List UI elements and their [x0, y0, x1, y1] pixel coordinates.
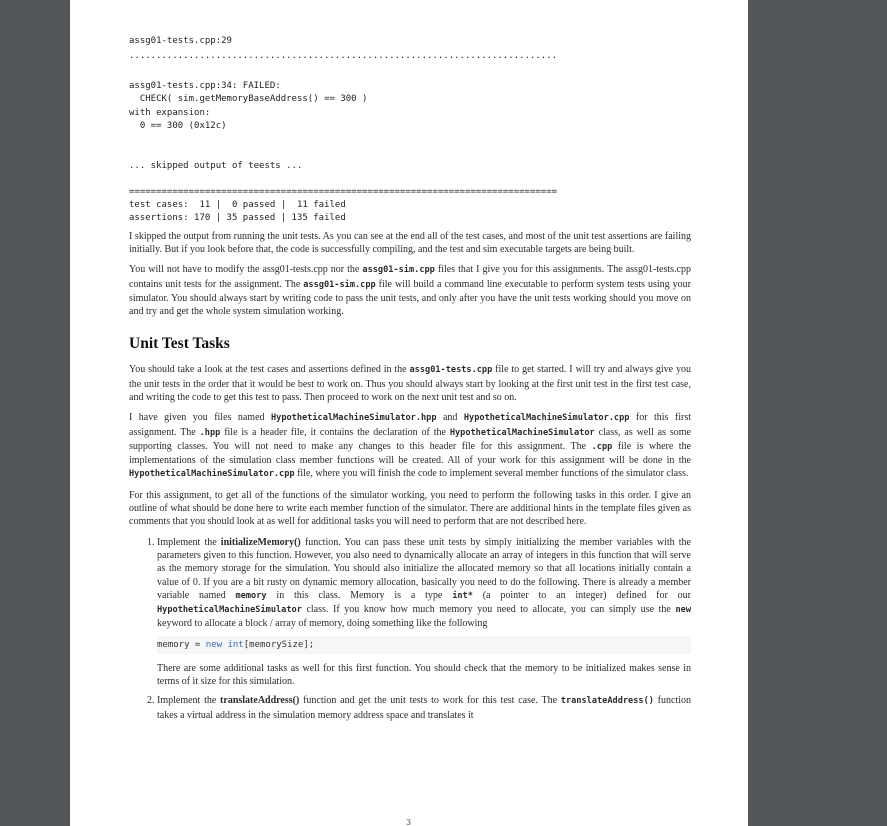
document-page	[70, 0, 748, 826]
task-initialize-memory: 1. Implement the initializeMemory() function. You can pass these unit tests by simply initializing the member variables with the parameters given to this function. However, you also need to dynamically allocate an array of integers in this function that will serve as the memory storage for the simulation. You should also initialize the allocated memory so that all locations initially contain a value of 0. If you are a bit rusty on dynamic memory allocation, basically you need to do the following. There is already a member variable named memory in this class. Memory is a type int* (a pointer to an integer) defined for our HypotheticalMachineSimulator class. If you know how much memory you need to allocate, you can simply use the new keyword to allocate a block / array of memory, doing something like the following memory = new int[memorySize]; There are some additional tasks as well for this first function. You should check that the memory to be initialized makes sense in terms of it size for this simulation.	[157, 536, 691, 689]
page-content	[129, 35, 691, 728]
paragraph-task-order: For this assignment, to get all of the functions of the simulator working, you need to perform the following tasks in this order. I give an outline of what should be done here to write each member function of the simulator. There are additional hints in the template files given as comments that you should look at as well for additional tasks you will need to perform that are not described here.	[129, 489, 691, 528]
terminal-with-expansion: with expansion:	[129, 107, 211, 118]
task-initialize-memory-note: There are some additional tasks as well for this first function. You should check that the memory to be initialized makes sense in terms of it size for this simulation.	[157, 662, 691, 688]
task-list	[129, 536, 691, 722]
terminal-test-cases: test cases: 11 | 0 passed | 11 failed	[129, 200, 346, 211]
terminal-check-line: CHECK( sim.getMemoryBaseAddress() == 300 )	[129, 94, 368, 105]
section-title: Unit Test Tasks	[129, 335, 230, 353]
terminal-separator: ===============================================================================	[129, 187, 558, 198]
code-snippet-memory-alloc: memory = new int[memorySize];	[157, 636, 691, 654]
page-number: 3	[406, 818, 412, 826]
terminal-expansion-value: 0 == 300 (0x12c)	[129, 120, 227, 131]
terminal-dots: ...............................................................................	[129, 51, 558, 62]
terminal-assertions: assertions: 170 | 35 passed | 135 failed	[129, 213, 346, 224]
paragraph-skipped-output: I skipped the output from running the unit tests. As you can see at the end all of the test cases, and most of the unit test assertions are failing initially. But if you look before that, the code is successfully compiling, and the test and sim executable targets are being built.	[129, 230, 691, 255]
terminal-line-file: assg01-tests.cpp:29	[129, 36, 232, 46]
task-translate-address: 2. Implement the translateAddress() function and get the unit tests to work for this test case. The translateAddress() function takes a virtual address in the simulation memory address space and translates it	[157, 694, 691, 722]
paragraph-do-not-modify: You will not have to modify the assg01-tests.cpp nor the assg01-sim.cpp files that I give you for this assignments. The assg01-tests.cpp contains unit tests for the assignment. The assg01-sim.cpp file will build a command line executable to perform system tests using your simulator. You should always start by writing code to pass the unit tests, and only after you have the unit tests working should you move on and try and get the whole system simulation working.	[129, 264, 691, 318]
paragraph-files-given: I have given you files named HypotheticalMachineSimulator.hpp and HypotheticalMachineSimulator.cpp for this first assignment. The .hpp file is a header file, it contains the declaration of the HypotheticalMachineSimulator class, as well as some supporting classes. You will not need to make any changes to this header file for this assignment. The .cpp file is where the implementations of the simulation class member functions will be created. All of your work for this assignment will be done in the HypotheticalMachineSimulator.cpp file, where you will finish the code to implement several member functions of the simulator class.	[129, 412, 692, 480]
terminal-skipped: ... skipped output of teests ...	[129, 161, 303, 172]
paragraph-look-at-tests: You should take a look at the test cases and assertions defined in the assg01-tests.cpp file to get started. I will try and always give you the unit tests in the order that it would be best to work on. Thus you should always start by looking at the first unit test in the first test case, and writing the code to get this test to pass. Then proceed to work on the next unit test and so on.	[129, 364, 691, 403]
terminal-failure-header: assg01-tests.cpp:34: FAILED:	[129, 81, 281, 92]
